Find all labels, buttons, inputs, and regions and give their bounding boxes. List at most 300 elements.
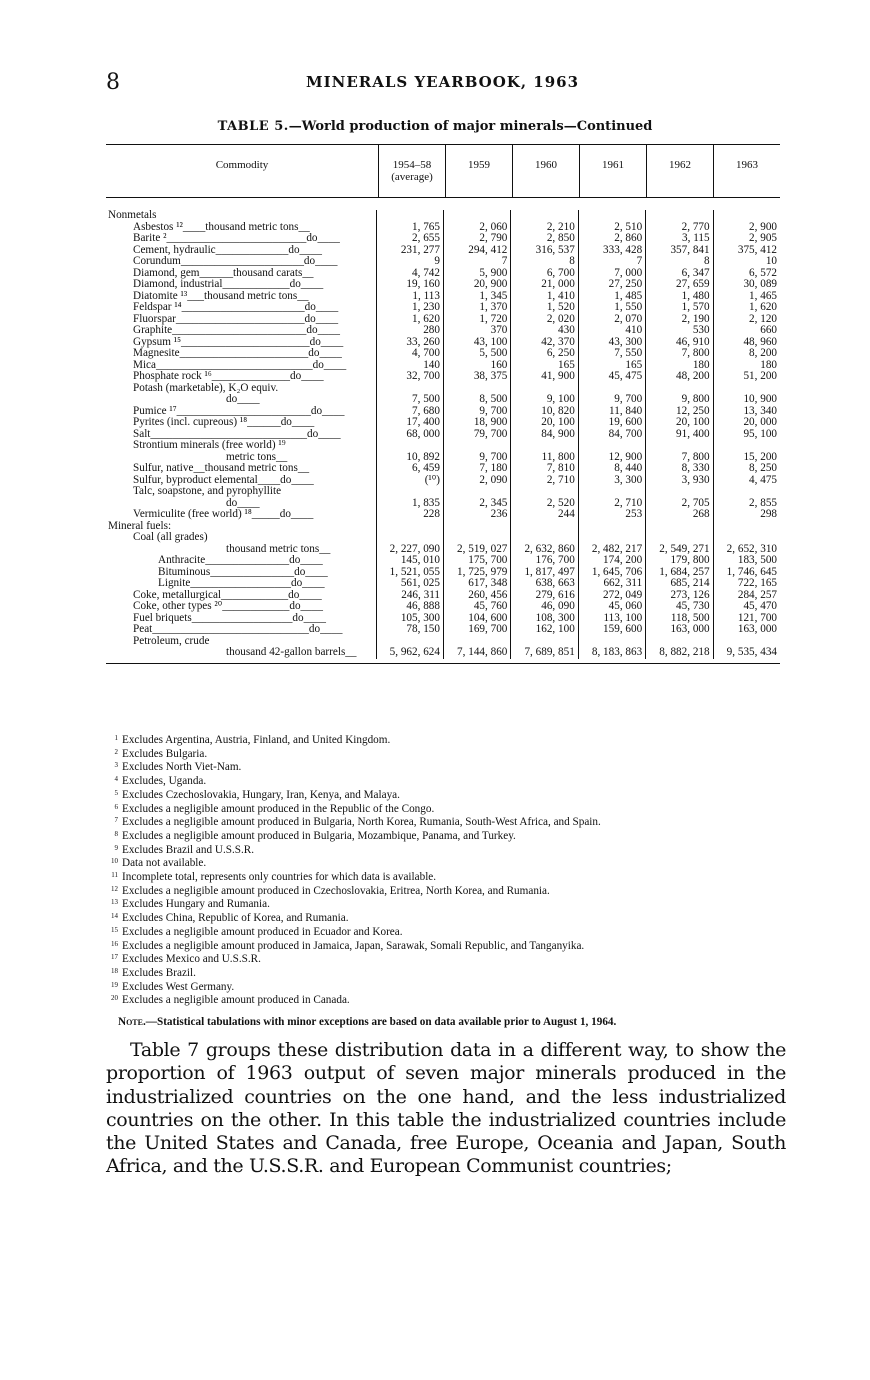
table-cell: 15, 200 [743,451,778,463]
table-cell: 2, 850 [546,233,575,244]
table-cell: 46, 090 [541,601,575,612]
table-cell: 45, 475 [608,371,643,382]
table-cell [714,440,780,452]
table-cell: 9, 800 [681,394,710,405]
footnote-number: 2 [114,747,118,756]
table-cell: 2, 510 [614,221,643,233]
header-1959: 1959 [445,145,512,197]
table-cell: 10, 892 [406,451,440,463]
row-label: Diatomite ¹³___thousand metric tons__ [133,290,309,302]
table-cell: 2, 860 [614,233,643,244]
table-cell: 1, 746, 645 [726,566,778,578]
table-cell: 113, 100 [603,612,643,624]
table-cell: 180 [692,359,710,371]
footnote-number: 10 [111,857,118,866]
header-1954-58-years: 1954–58 [392,159,432,171]
row-label: Fuel briquets__________________do____ [133,612,326,624]
table-cell: 8, 882, 218 [659,647,710,658]
column-1962 [645,210,712,659]
row-label: Coke, metallurgical____________do____ [133,589,322,601]
table-cell: 228 [423,509,440,520]
row-label: Magnesite_______________________do____ [133,348,342,359]
table-cell: 284, 257 [737,589,778,601]
table-cell: 722, 165 [737,578,778,589]
table-cell: 1, 520 [546,302,575,313]
row-label: Anthracite_______________do____ [158,555,323,566]
row-label: metric tons__ [226,451,288,463]
footnote [106,884,786,898]
table-cell: 1, 725, 979 [457,566,508,578]
header-1954-58-average: (average) [391,171,433,183]
footnote [106,897,786,911]
footnote-number: 19 [111,980,118,989]
table-cell: 176, 700 [535,555,575,566]
table-cell: 2, 060 [479,221,508,233]
footnote-text: Excludes a negligible amount produced in the Republic of the Congo. [122,802,435,815]
table-cell [511,486,577,498]
table-cell: 253 [625,509,643,520]
column-1963 [713,210,780,659]
column-1959 [443,210,510,659]
row-label: Salt____________________________do____ [133,428,341,440]
table-cell: 2, 655 [412,233,440,244]
table-cell: 7 [636,256,643,267]
table-cell: 48, 960 [743,336,778,348]
table-cell: 13, 340 [743,405,778,417]
table-cell: 273, 126 [670,589,710,601]
table-cell [579,486,645,498]
table-cell: 1, 465 [749,290,778,302]
table-cell [511,636,577,648]
table-cell [579,210,645,222]
row-label: Sulfur, byproduct elemental____do____ [133,474,314,486]
table-cell: (¹⁰) [424,474,440,486]
footnote [106,952,786,966]
row-label: Nonmetals [108,210,157,221]
table-cell: 165 [625,359,643,371]
row-label: Vermiculite (free world) ¹⁸_____do____ [133,509,314,520]
table-cell: 6, 700 [546,267,575,279]
table-cell: 45, 730 [676,601,710,612]
table-cell: 45, 760 [473,601,508,612]
footnote-text: Excludes Hungary and Rumania. [122,898,270,911]
footnote-text: Excludes Mexico and U.S.S.R. [122,953,261,966]
row-label: Sulfur, native__thousand metric tons__ [133,463,310,474]
footnote-number: 18 [111,966,118,975]
row-label: thousand metric tons__ [226,543,331,555]
table-cell: 159, 600 [603,624,643,635]
table-body [106,198,780,664]
table-cell: 1, 720 [479,313,508,325]
table-cell: 27, 659 [676,279,710,290]
table-cell: 1, 817, 497 [524,566,575,578]
footnote-text: Excludes a negligible amount produced in Czechoslovakia, Eritrea, North Korea, and Rumania. [122,884,550,897]
table-cell: 165 [558,359,575,371]
footnote [106,843,786,857]
table-cell: 118, 500 [670,612,710,624]
table-cell: 20, 100 [541,417,575,428]
row-label: Bituminous_______________do____ [158,566,328,578]
footnote-number: 6 [114,802,118,811]
table-cell: 20, 100 [676,417,710,428]
footnote-text: Excludes Czechoslovakia, Hungary, Iran, Kenya, and Malaya. [122,788,400,801]
table-cell: 9, 100 [546,394,575,405]
table-cell: 638, 663 [535,578,575,589]
table-cell: 95, 100 [743,428,778,440]
table-cell: 162, 100 [535,624,575,635]
table-cell [579,521,645,533]
table-cell: 104, 600 [468,612,508,624]
row-label: Pyrites (incl. cupreous) ¹⁸______do____ [133,417,315,428]
table-cell [444,636,510,648]
footnote [106,760,786,774]
table-cell: 316, 537 [535,244,575,256]
table-cell: 294, 412 [468,244,508,256]
footnote [106,966,786,980]
table-cell: 180 [760,359,778,371]
footnote [106,939,786,953]
table-cell: 231, 277 [400,244,440,256]
table-cell [377,532,443,544]
footnote-number: 7 [114,816,118,825]
table-cell: 78, 150 [406,624,440,635]
table-cell: 8, 440 [614,463,643,474]
running-head: MINERALS YEARBOOK, 1963 [306,73,580,91]
footnote-text: Excludes, Uganda. [122,775,207,788]
table-cell [511,383,577,395]
footnote-text: Incomplete total, represents only countries for which data is available. [122,871,437,884]
table-cell: 561, 025 [400,578,440,589]
table-cell [579,383,645,395]
table-cell: 19, 600 [608,417,643,428]
table-cell: 272, 049 [603,589,643,601]
table-cell: 7, 800 [681,348,710,359]
table-cell [444,486,510,498]
table-cell: 298 [760,509,778,520]
row-label: Diamond, gem______thousand carats__ [133,267,314,279]
table-cell: 2, 770 [681,221,710,233]
table-cell: 1, 485 [614,290,643,302]
footnote-number: 16 [111,939,118,948]
table-cell: 7, 180 [479,463,508,474]
table-cell: 357, 841 [670,244,710,256]
footnote-number: 12 [111,884,118,893]
table-cell [714,636,780,648]
row-label: Phosphate rock ¹⁶______________do____ [133,371,324,382]
table-cell: 279, 616 [535,589,575,601]
table-cell: 19, 160 [406,279,440,290]
row-label: Pumice ¹⁷________________________do____ [133,405,345,417]
table-cell: 48, 200 [676,371,710,382]
table-cell [714,210,780,222]
table-cell: 12, 900 [608,451,643,463]
table-cell: 4, 475 [749,474,778,486]
table-cell: 2, 020 [546,313,575,325]
footnote-text: Excludes a negligible amount produced in Bulgaria, North Korea, Rumania, South-West Africa, and Spain. [122,816,601,829]
footnote-number: 20 [111,994,118,1003]
table-cell: 370 [490,325,508,336]
table-cell: 685, 214 [670,578,710,589]
row-label: do____ [226,497,260,509]
table-cell [444,210,510,222]
row-label: Mineral fuels: [108,520,172,532]
table-cell: 2, 790 [479,233,508,244]
table-cell: 2, 905 [749,233,778,244]
table-cell: 10 [765,256,778,267]
table-cell: 174, 200 [603,555,643,566]
table-cell [714,383,780,395]
table-cell: 108, 300 [535,612,575,624]
footnote [106,925,786,939]
table-cell: 2, 482, 217 [591,543,643,555]
table-title-text: —World production of major minerals—Continued [288,119,653,134]
table-cell: 51, 200 [743,371,778,382]
row-label: Gypsum ¹⁵_______________________do____ [133,336,344,348]
table-cell [646,210,712,222]
footnote [106,980,786,994]
table-cell: 4, 742 [412,267,440,279]
table-cell [511,532,577,544]
table-cell: 2, 855 [749,497,778,509]
table-cell: 5, 962, 624 [389,647,440,658]
footnote-text: Excludes Bulgaria. [122,747,208,760]
table-cell: 8 [569,256,575,267]
table-cell: 45, 060 [608,601,643,612]
table-cell: 617, 348 [468,578,508,589]
commodity-column [106,210,376,659]
row-label: Mica____________________________do____ [133,359,347,371]
table-cell: 11, 800 [541,451,575,463]
table-cell: 7, 800 [681,451,710,463]
table-cell: 9 [434,256,440,267]
row-label: Lignite__________________do____ [158,578,325,589]
minerals-table [106,144,780,664]
table-cell: 79, 700 [473,428,508,440]
table-cell: 7, 550 [614,348,643,359]
table-cell [377,210,443,222]
table-cell: 2, 710 [614,497,643,509]
table-cell: 7, 680 [412,405,440,417]
table-cell: 160 [490,359,508,371]
table-cell: 84, 900 [541,428,575,440]
table-cell [646,532,712,544]
table-cell [377,440,443,452]
table-cell: 7 [501,256,508,267]
table-cell: 8, 500 [479,394,508,405]
table-cell: 18, 900 [473,417,508,428]
table-cell: 2, 900 [749,221,778,233]
footnote-number: 4 [114,775,118,784]
table-note [106,1017,786,1029]
table-cell: 333, 428 [603,244,643,256]
row-label: Barite ²_________________________do____ [133,233,340,244]
footnote-text: Excludes a negligible amount produced in Bulgaria, Mozambique, Panama, and Turkey. [122,829,516,842]
footnote-number: 1 [114,734,118,742]
table-cell [714,521,780,533]
table-cell [714,486,780,498]
footnote [106,774,786,788]
table-cell: 2, 090 [479,474,508,486]
table-cell: 4, 700 [412,348,440,359]
table-cell: 2, 210 [546,221,575,233]
table-cell: 2, 345 [479,497,508,509]
table-cell: 8 [704,256,710,267]
table-cell [579,440,645,452]
note-label: Note. [118,1016,146,1029]
footnote-number: 11 [111,871,118,880]
table-cell: 27, 250 [608,279,643,290]
table-cell [646,486,712,498]
column-1961 [578,210,645,659]
table-cell: 8, 250 [749,463,778,474]
table-cell: 2, 705 [681,497,710,509]
table-cell: 6, 572 [749,267,778,279]
table-cell: 7, 810 [546,463,575,474]
table-cell: 91, 400 [676,428,710,440]
body-paragraph: Table 7 groups these distribution data in a different way, to show the proportion of 1963 output of seven major minerals produced in the industrialized countries on the one hand, and the less industrialized countries on the other. In this table the industrialized countries include the United States and Canada, free Europe, Oceania and Japan, South Africa, and the U.S.S.R. and European Communist countries; [106,1039,786,1178]
footnote-text: Excludes a negligible amount produced in Ecuador and Korea. [122,925,403,938]
table-cell: 280 [423,325,440,336]
row-label: Coal (all grades) [133,532,208,543]
table-cell: 1, 835 [412,497,440,509]
table-cell: 1, 230 [412,302,440,313]
footnote [106,829,786,843]
table-cell: 12, 250 [676,405,710,417]
table-title-label: TABLE 5. [217,119,289,134]
footnote [106,856,786,870]
footnote-text: Excludes Brazil. [122,966,196,979]
table-cell: 9, 700 [479,451,508,463]
footnote-text: Excludes a negligible amount produced in Canada. [122,994,350,1007]
table-cell: 175, 700 [468,555,508,566]
table-cell: 375, 412 [737,244,778,256]
table-cell [579,532,645,544]
table-cell: 2, 632, 860 [524,543,575,555]
table-cell [444,383,510,395]
row-label: do____ [226,394,260,405]
table-cell [377,521,443,533]
table-cell: 260, 456 [468,589,508,601]
row-label: Petroleum, crude [133,635,210,647]
table-cell: 68, 000 [406,428,440,440]
table-cell: 2, 120 [749,313,778,325]
table-cell: 6, 250 [546,348,575,359]
table-cell [444,532,510,544]
footnotes [106,733,786,1029]
table-cell [714,532,780,544]
footnote [106,747,786,761]
table-cell: 21, 000 [541,279,575,290]
table-cell: 660 [760,325,778,336]
table-cell: 7, 000 [614,267,643,279]
table-cell: 1, 480 [681,290,710,302]
table-cell: 43, 100 [473,336,508,348]
table-cell [377,636,443,648]
footnote-number: 15 [111,925,118,934]
table-cell: 33, 260 [406,336,440,348]
table-cell: 2, 070 [614,313,643,325]
table-cell: 6, 459 [412,463,440,474]
table-cell [646,440,712,452]
table-cell: 6, 347 [681,267,710,279]
footnote-text: Excludes North Viet-Nam. [122,761,242,774]
row-label: Cement, hydraulic_____________do____ [133,244,322,256]
table-cell: 1, 410 [546,290,575,302]
footnote [106,733,786,747]
table-cell [444,440,510,452]
footnote-number: 3 [114,761,118,770]
footnote-text: Excludes Argentina, Austria, Finland, and United Kingdom. [122,734,391,746]
table-cell: 84, 700 [608,428,643,440]
table-cell: 530 [692,325,710,336]
table-title [0,119,870,134]
column-1954-58 [376,210,443,659]
table-cell: 46, 910 [676,336,710,348]
table-cell: 121, 700 [737,612,778,624]
table-cell: 46, 888 [406,601,440,612]
table-cell: 179, 800 [670,555,710,566]
table-cell: 163, 000 [670,624,710,635]
table-cell: 1, 570 [681,302,710,313]
table-cell: 169, 700 [468,624,508,635]
table-cell: 145, 010 [400,555,440,566]
footnote [106,802,786,816]
table-cell: 10, 900 [743,394,778,405]
table-cell: 32, 700 [406,371,440,382]
row-label: Talc, soapstone, and pyrophyllite [133,486,282,497]
table-cell: 244 [558,509,575,520]
column-1960 [510,210,577,659]
table-cell: 2, 549, 271 [659,543,710,555]
row-label: Potash (marketable), K₂O equiv. [133,382,279,394]
row-label: thousand 42-gallon barrels__ [226,647,357,658]
table-cell: 42, 370 [541,336,575,348]
table-cell: 2, 520 [546,497,575,509]
table-cell: 1, 765 [412,221,440,233]
table-cell: 38, 375 [473,371,508,382]
table-cell: 1, 345 [479,290,508,302]
table-cell: 45, 470 [743,601,778,612]
table-cell: 183, 500 [737,555,778,566]
table-cell: 430 [558,325,575,336]
row-label: Strontium minerals (free world) ¹⁹ [133,440,286,451]
table-cell: 410 [625,325,643,336]
table-cell: 43, 300 [608,336,643,348]
footnote-number: 17 [111,953,118,962]
footnote-text: Excludes China, Republic of Korea, and Rumania. [122,912,349,925]
table-cell: 1, 550 [614,302,643,313]
table-cell: 8, 183, 863 [591,647,643,658]
table-cell [511,440,577,452]
row-label: Graphite________________________do____ [133,325,340,336]
table-cell: 11, 840 [609,405,643,417]
table-cell: 236 [490,509,508,520]
header-1954-58 [378,145,445,197]
header-1962: 1962 [646,145,713,197]
table-cell: 5, 500 [479,348,508,359]
table-cell: 7, 689, 851 [524,647,575,658]
table-cell: 20, 000 [743,417,778,428]
note-text: —Statistical tabulations with minor exceptions are based on data available prior to August 1, 1964. [145,1016,617,1029]
table-cell: 662, 311 [603,578,643,589]
table-cell: 140 [423,359,440,371]
footnote [106,911,786,925]
footnote-list [106,733,786,1007]
footnote-number: 5 [114,788,118,797]
footnote-number: 8 [114,829,118,838]
table-cell: 3, 115 [682,233,710,244]
row-label: Coke, other types ²⁰____________do____ [133,601,323,612]
